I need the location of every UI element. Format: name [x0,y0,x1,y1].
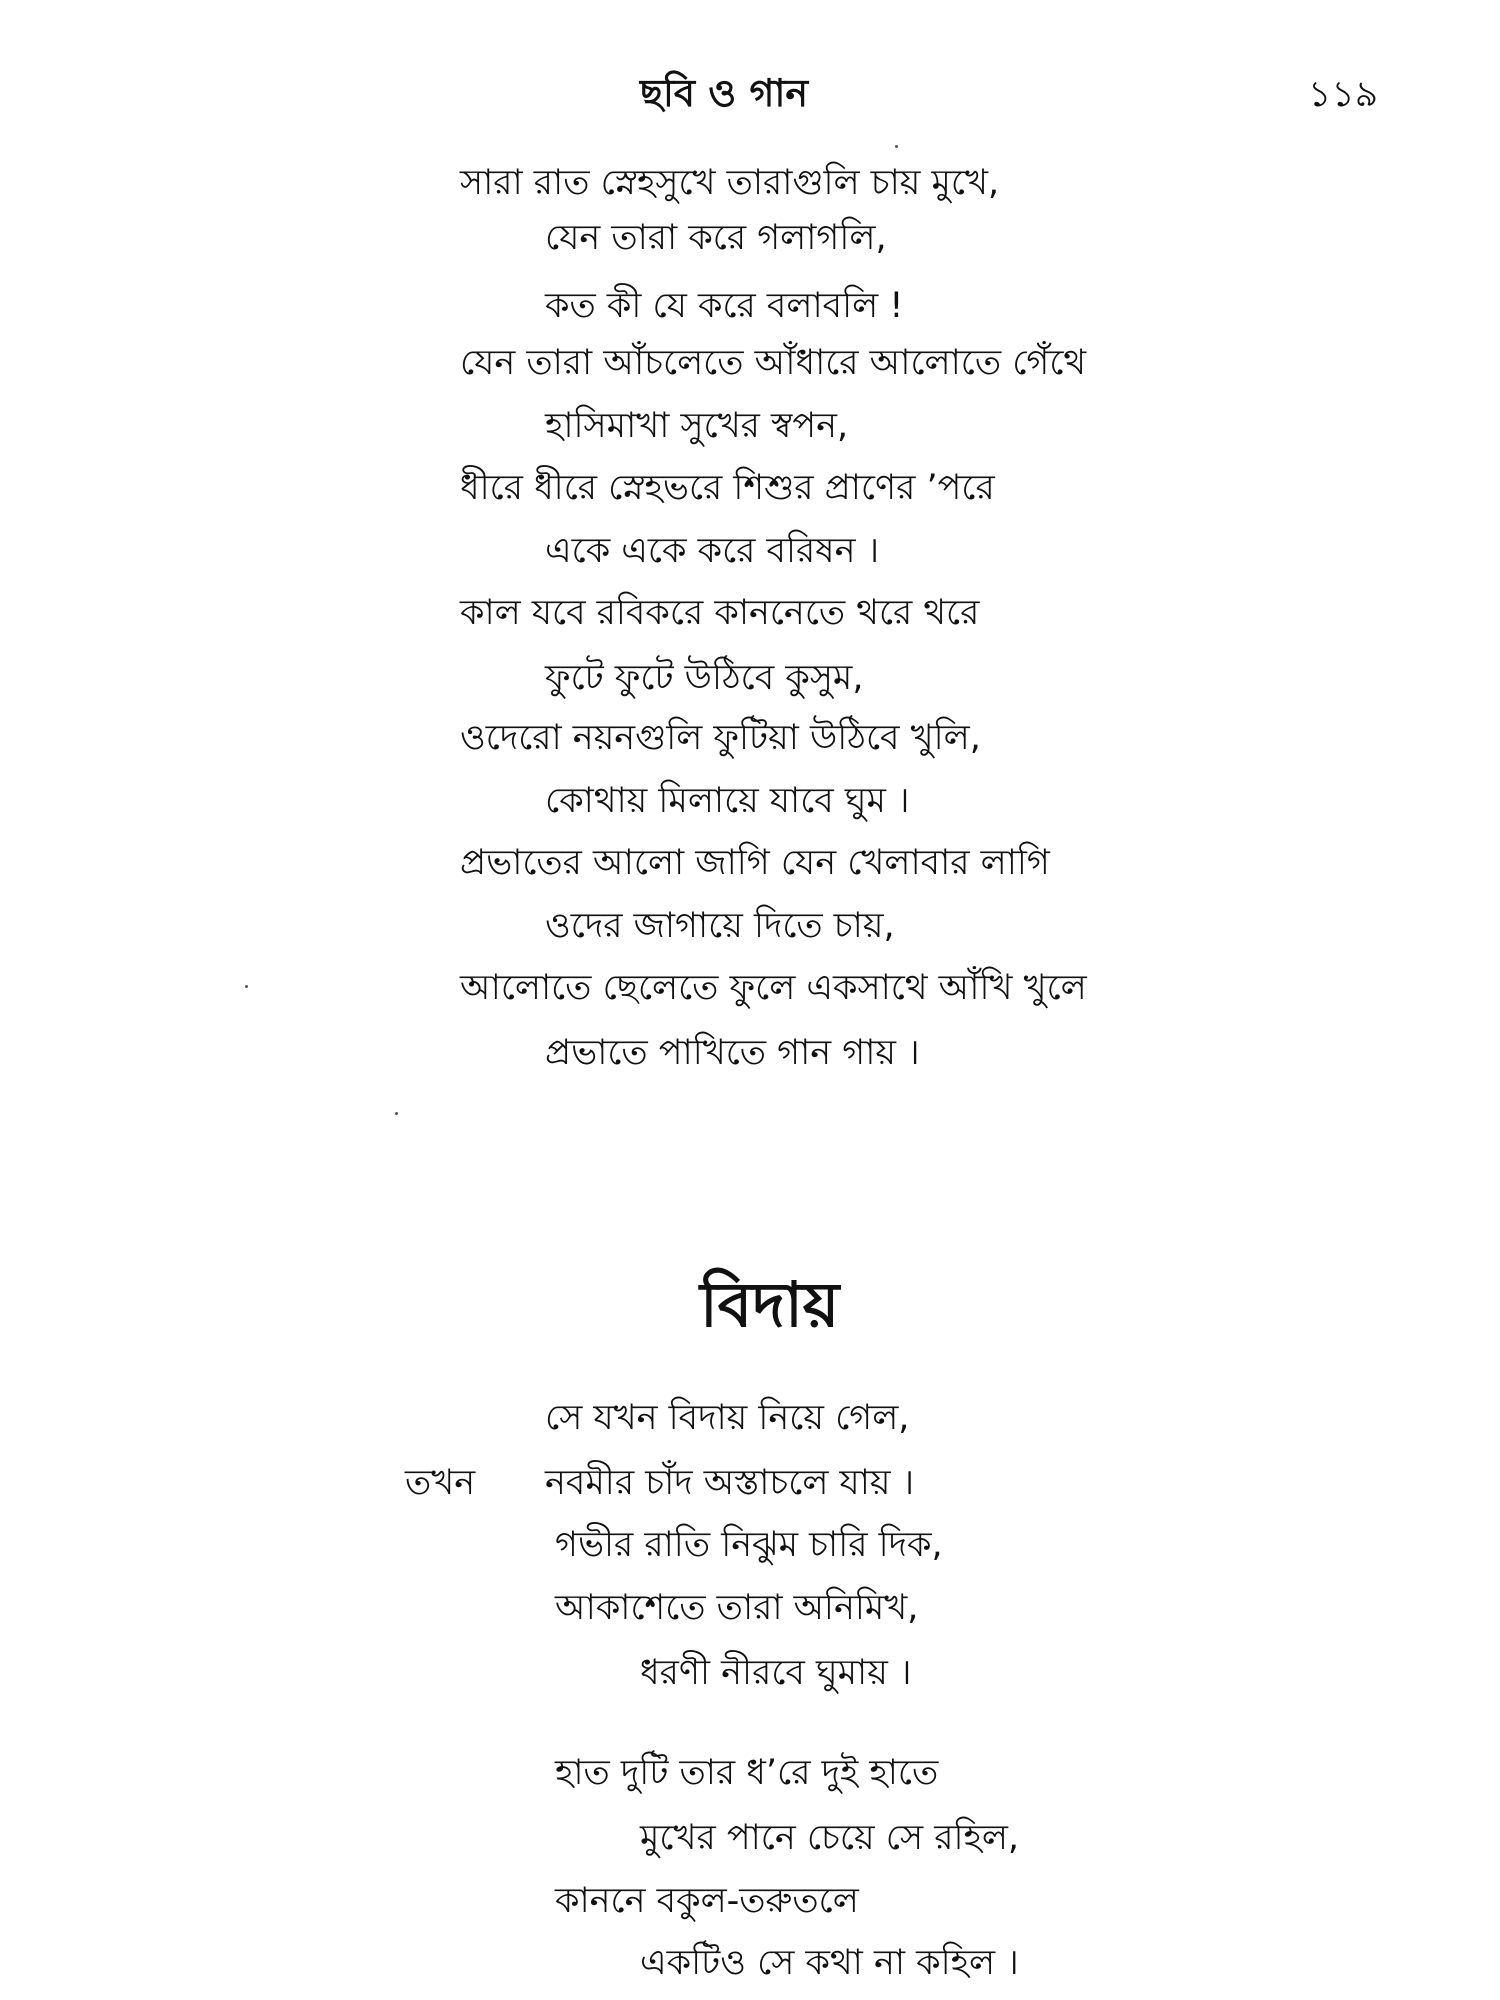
poem-line: হাসিমাখা সুখের স্বপন, [545,406,849,446]
poem-line: ওদেরো নয়নগুলি ফুটিয়া উঠিবে খুলি, [460,718,981,758]
poem-line: যেন তারা করে গলাগলি, [545,218,887,258]
poem-line: ওদের জাগায়ে দিতে চায়, [545,906,895,946]
poem-line: সে যখন বিদায় নিয়ে গেল, [545,1398,910,1438]
poem-line: ধীরে ধীরে স্নেহভরে শিশুর প্রাণের ’পরে [460,468,995,508]
poem-line: কাননে বকুল-তরুতলে [555,1881,859,1921]
poem-line: ফুটে ফুটে উঠিবে কুসুম, [545,658,864,698]
poem-line: কাল যবে রবিকরে কাননেতে থরে থরে [460,593,980,633]
poem-line: প্রভাতের আলো জাগি যেন খেলাবার লাগি [460,843,1050,883]
poem-line: মুখের পানে চেয়ে সে রহিল, [640,1818,1020,1858]
poem-line: নবমীর চাঁদ অস্তাচলে যায় । [545,1463,915,1503]
poem-line: একটিও সে কথা না কহিল । [640,1943,1019,1983]
poem-line: প্রভাতে পাখিতে গান গায় । [545,1033,920,1073]
speck [895,145,898,148]
poem-line: সারা রাত স্নেহসুখে তারাগুলি চায় মুখে, [460,163,1000,203]
poem-line: কোথায় মিলায়ে যাবে ঘুম । [545,781,910,821]
speck [245,985,248,988]
poem-line: হাত দুটি তার ধ’রে দুই হাতে [555,1753,939,1793]
poem-line: আলোতে ছেলেতে ফুলে একসাথে আঁখি খুলে [460,968,1087,1008]
page-number: ১১৯ [1308,74,1379,115]
poem-line: ধরণী নীরবে ঘুমায় । [640,1653,912,1693]
poem-line: যেন তারা আঁচলেতে আঁধারে আলোতে গেঁথে [460,343,1087,383]
margin-word: তখন [405,1463,476,1503]
poem-line: একে একে করে বরিষন । [545,531,880,571]
poem-line: আকাশেতে তারা অনিমিখ, [555,1588,919,1628]
speck [395,1112,398,1115]
poem-title: বিদায় [700,1268,840,1341]
poem-line: কত কী যে করে বলাবলি ! [545,286,904,326]
poem-line: গভীর রাতি নিঝুম চারি দিক, [555,1525,943,1565]
running-header-title: ছবি ও গান [640,71,809,115]
